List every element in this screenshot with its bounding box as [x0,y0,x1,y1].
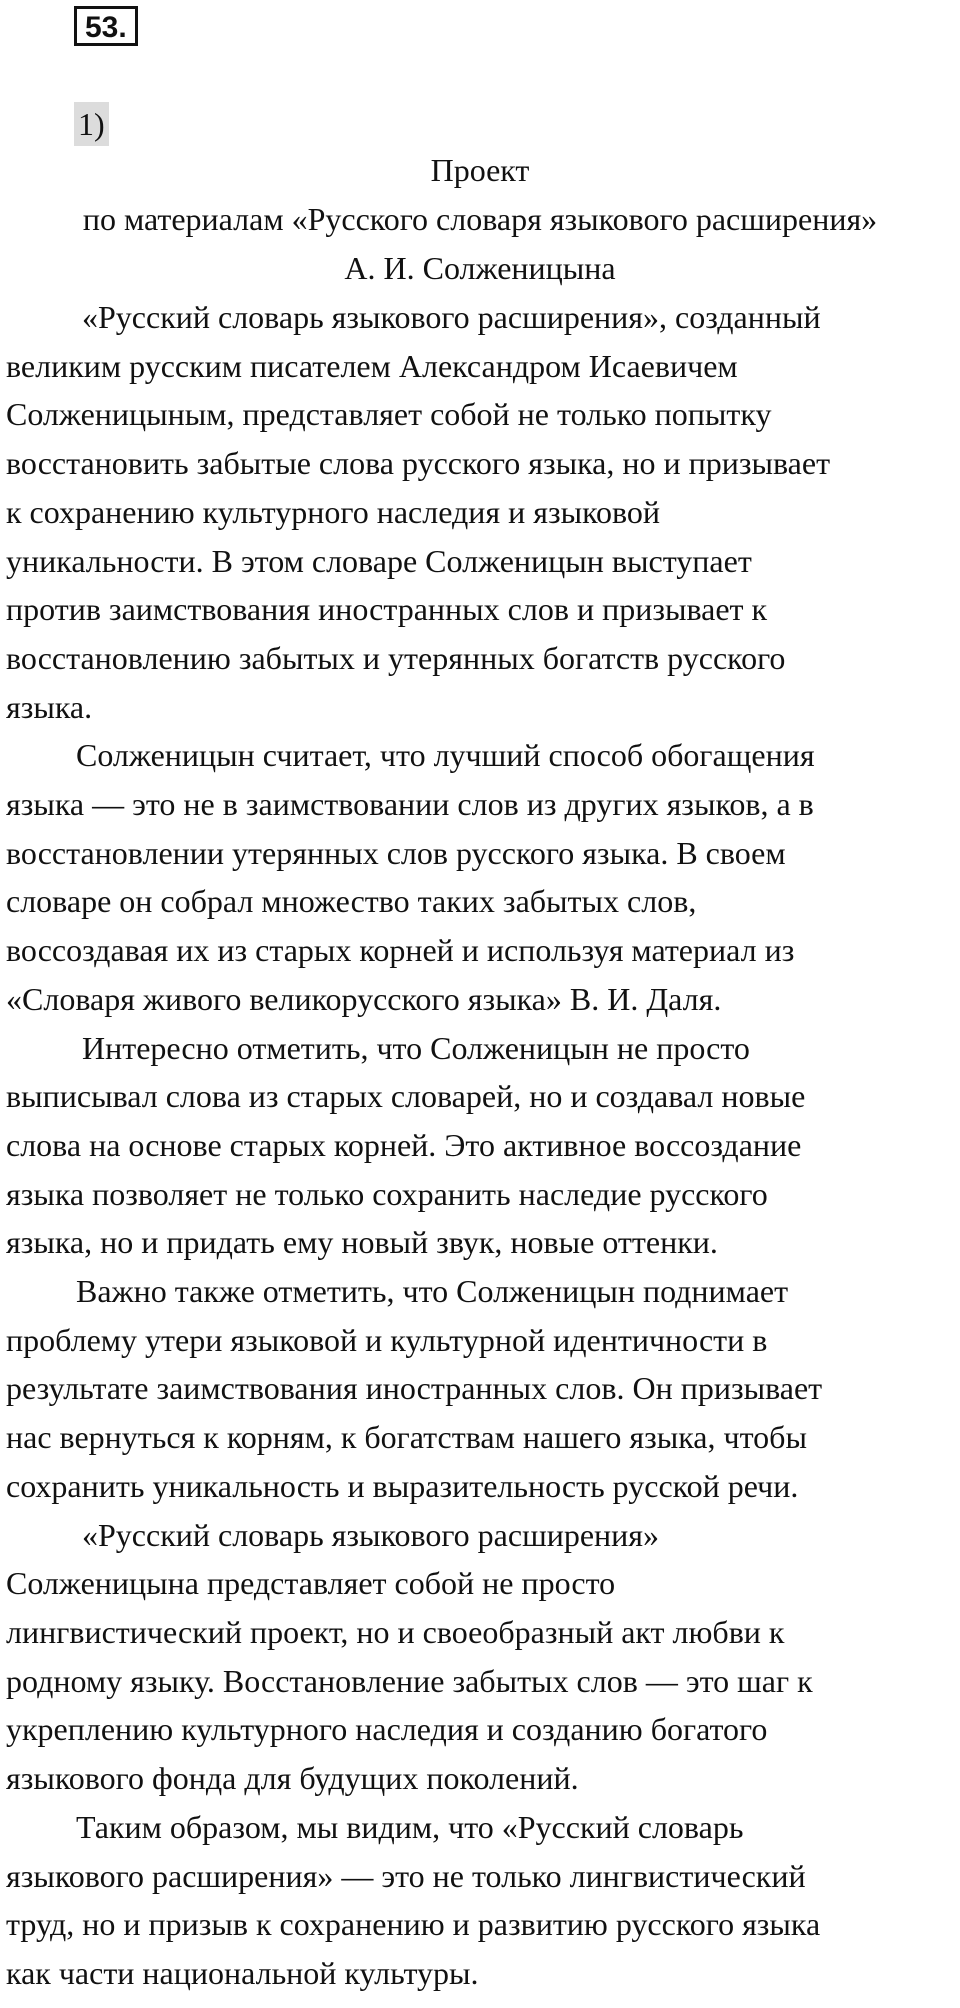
text-line: лингвистический проект, но и своеобразный акт любви к [6,1613,785,1650]
text-line: восстановлению забытых и утерянных богатств русского [6,639,786,676]
text-line: восстановить забытые слова русского языка, но и призывает [6,445,831,482]
title-line-1: Проект [430,152,530,188]
text-line: труд, но и призыв к сохранению и развитию русского языка [6,1906,821,1943]
text-line: языка позволяет не только сохранить наследие русского [6,1175,768,1212]
text-line: «Русский словарь языкового расширения», созданный [82,299,821,335]
text-line: языкового расширения» — это не только лингвистический [6,1857,806,1894]
text-line: «Русский словарь языкового расширения» [82,1516,659,1553]
title-line-3: А. И. Солженицына [344,250,616,286]
text-line: к сохранению культурного наследия и языковой [6,493,661,530]
text-line: слова на основе старых корней. Это активное воссоздание [6,1126,802,1163]
text-line: языка — это не в заимствовании слов из других языков, а в [6,786,814,823]
text-line: Солженицын считает, что лучший способ обогащения [76,737,815,774]
text-line: воссоздавая их из старых корней и используя материал из [6,932,795,969]
text-line: словаре он собрал множество таких забытых слов, [6,883,697,920]
text-line: языкового фонда для будущих поколений. [6,1760,579,1797]
text-line: языка, но и придать ему новый звук, новые оттенки. [6,1224,718,1261]
text-line: Солженицыным, представляет собой не только попытку [6,396,772,433]
text-line: как части национальной культуры. [6,1954,479,1991]
essay-body [6,293,956,1998]
text-line: против заимствования иностранных слов и призывает к [6,591,768,628]
text-line: уникальности. В этом словаре Солженицын выступает [6,542,752,579]
text-line: сохранить уникальность и выразительность русской речи. [6,1467,799,1504]
text-line: проблему утери языковой и культурной идентичности в [6,1321,768,1358]
text-line: языка. [6,688,93,725]
text-line: «Словаря живого великорусского языка» В. И. Даля. [6,980,722,1017]
text-line: Таким образом, мы видим, что «Русский словарь [76,1808,744,1845]
text-line: великим русским писателем Александром Исаевичем [6,347,738,384]
project-title [0,146,960,293]
text-line: нас вернуться к корням, к богатствам нашего языка, чтобы [6,1419,807,1456]
text-line: восстановлении утерянных слов русского языка. В своем [6,834,786,871]
task-number: 53. [74,6,138,46]
title-line-2: по материалам «Русского словаря языкового расширения» [82,201,878,237]
text-line: выписывал слова из старых словарей, но и создавал новые [6,1078,806,1115]
text-line: родному языку. Восстановление забытых слов — это шаг к [6,1662,813,1699]
part-label: 1) [74,102,109,146]
text-line: Важно также отметить, что Солженицын поднимает [76,1273,789,1310]
text-line: результате заимствования иностранных слов. Он призывает [6,1370,823,1407]
text-line: укреплению культурного наследия и созданию богатого [6,1711,768,1748]
text-line: Солженицына представляет собой не просто [6,1565,616,1602]
text-line: Интересно отметить, что Солженицын не просто [82,1029,750,1066]
